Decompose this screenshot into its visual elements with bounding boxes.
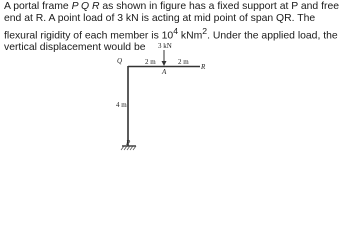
span-right-label: 2 m bbox=[178, 58, 189, 66]
question-part-3: . Under the applied load, the vertical displacement would be bbox=[4, 30, 338, 54]
question-prefix: A portal frame bbox=[4, 1, 72, 12]
node-p-label: P bbox=[126, 139, 131, 147]
frame-name: P Q R bbox=[71, 1, 100, 12]
node-r-label: R bbox=[201, 63, 206, 71]
unit-exponent: 2 bbox=[202, 26, 208, 36]
load-arrow-icon bbox=[162, 50, 167, 66]
question-part-1: as shown in figure has a fixed support at P and free end at R. A point load of 3 kN is acting at mid point of span QR. The flexural rigidity of each member is 10 bbox=[4, 1, 340, 42]
question-part-2: kNm bbox=[178, 30, 203, 42]
midpoint-label: A bbox=[162, 68, 167, 76]
rigidity-exponent: 4 bbox=[173, 26, 179, 36]
height-label: 4 m bbox=[116, 101, 127, 109]
span-left-label: 2 m bbox=[145, 58, 156, 66]
load-label: 3 kN bbox=[158, 42, 172, 50]
node-q-label: Q bbox=[117, 57, 123, 65]
